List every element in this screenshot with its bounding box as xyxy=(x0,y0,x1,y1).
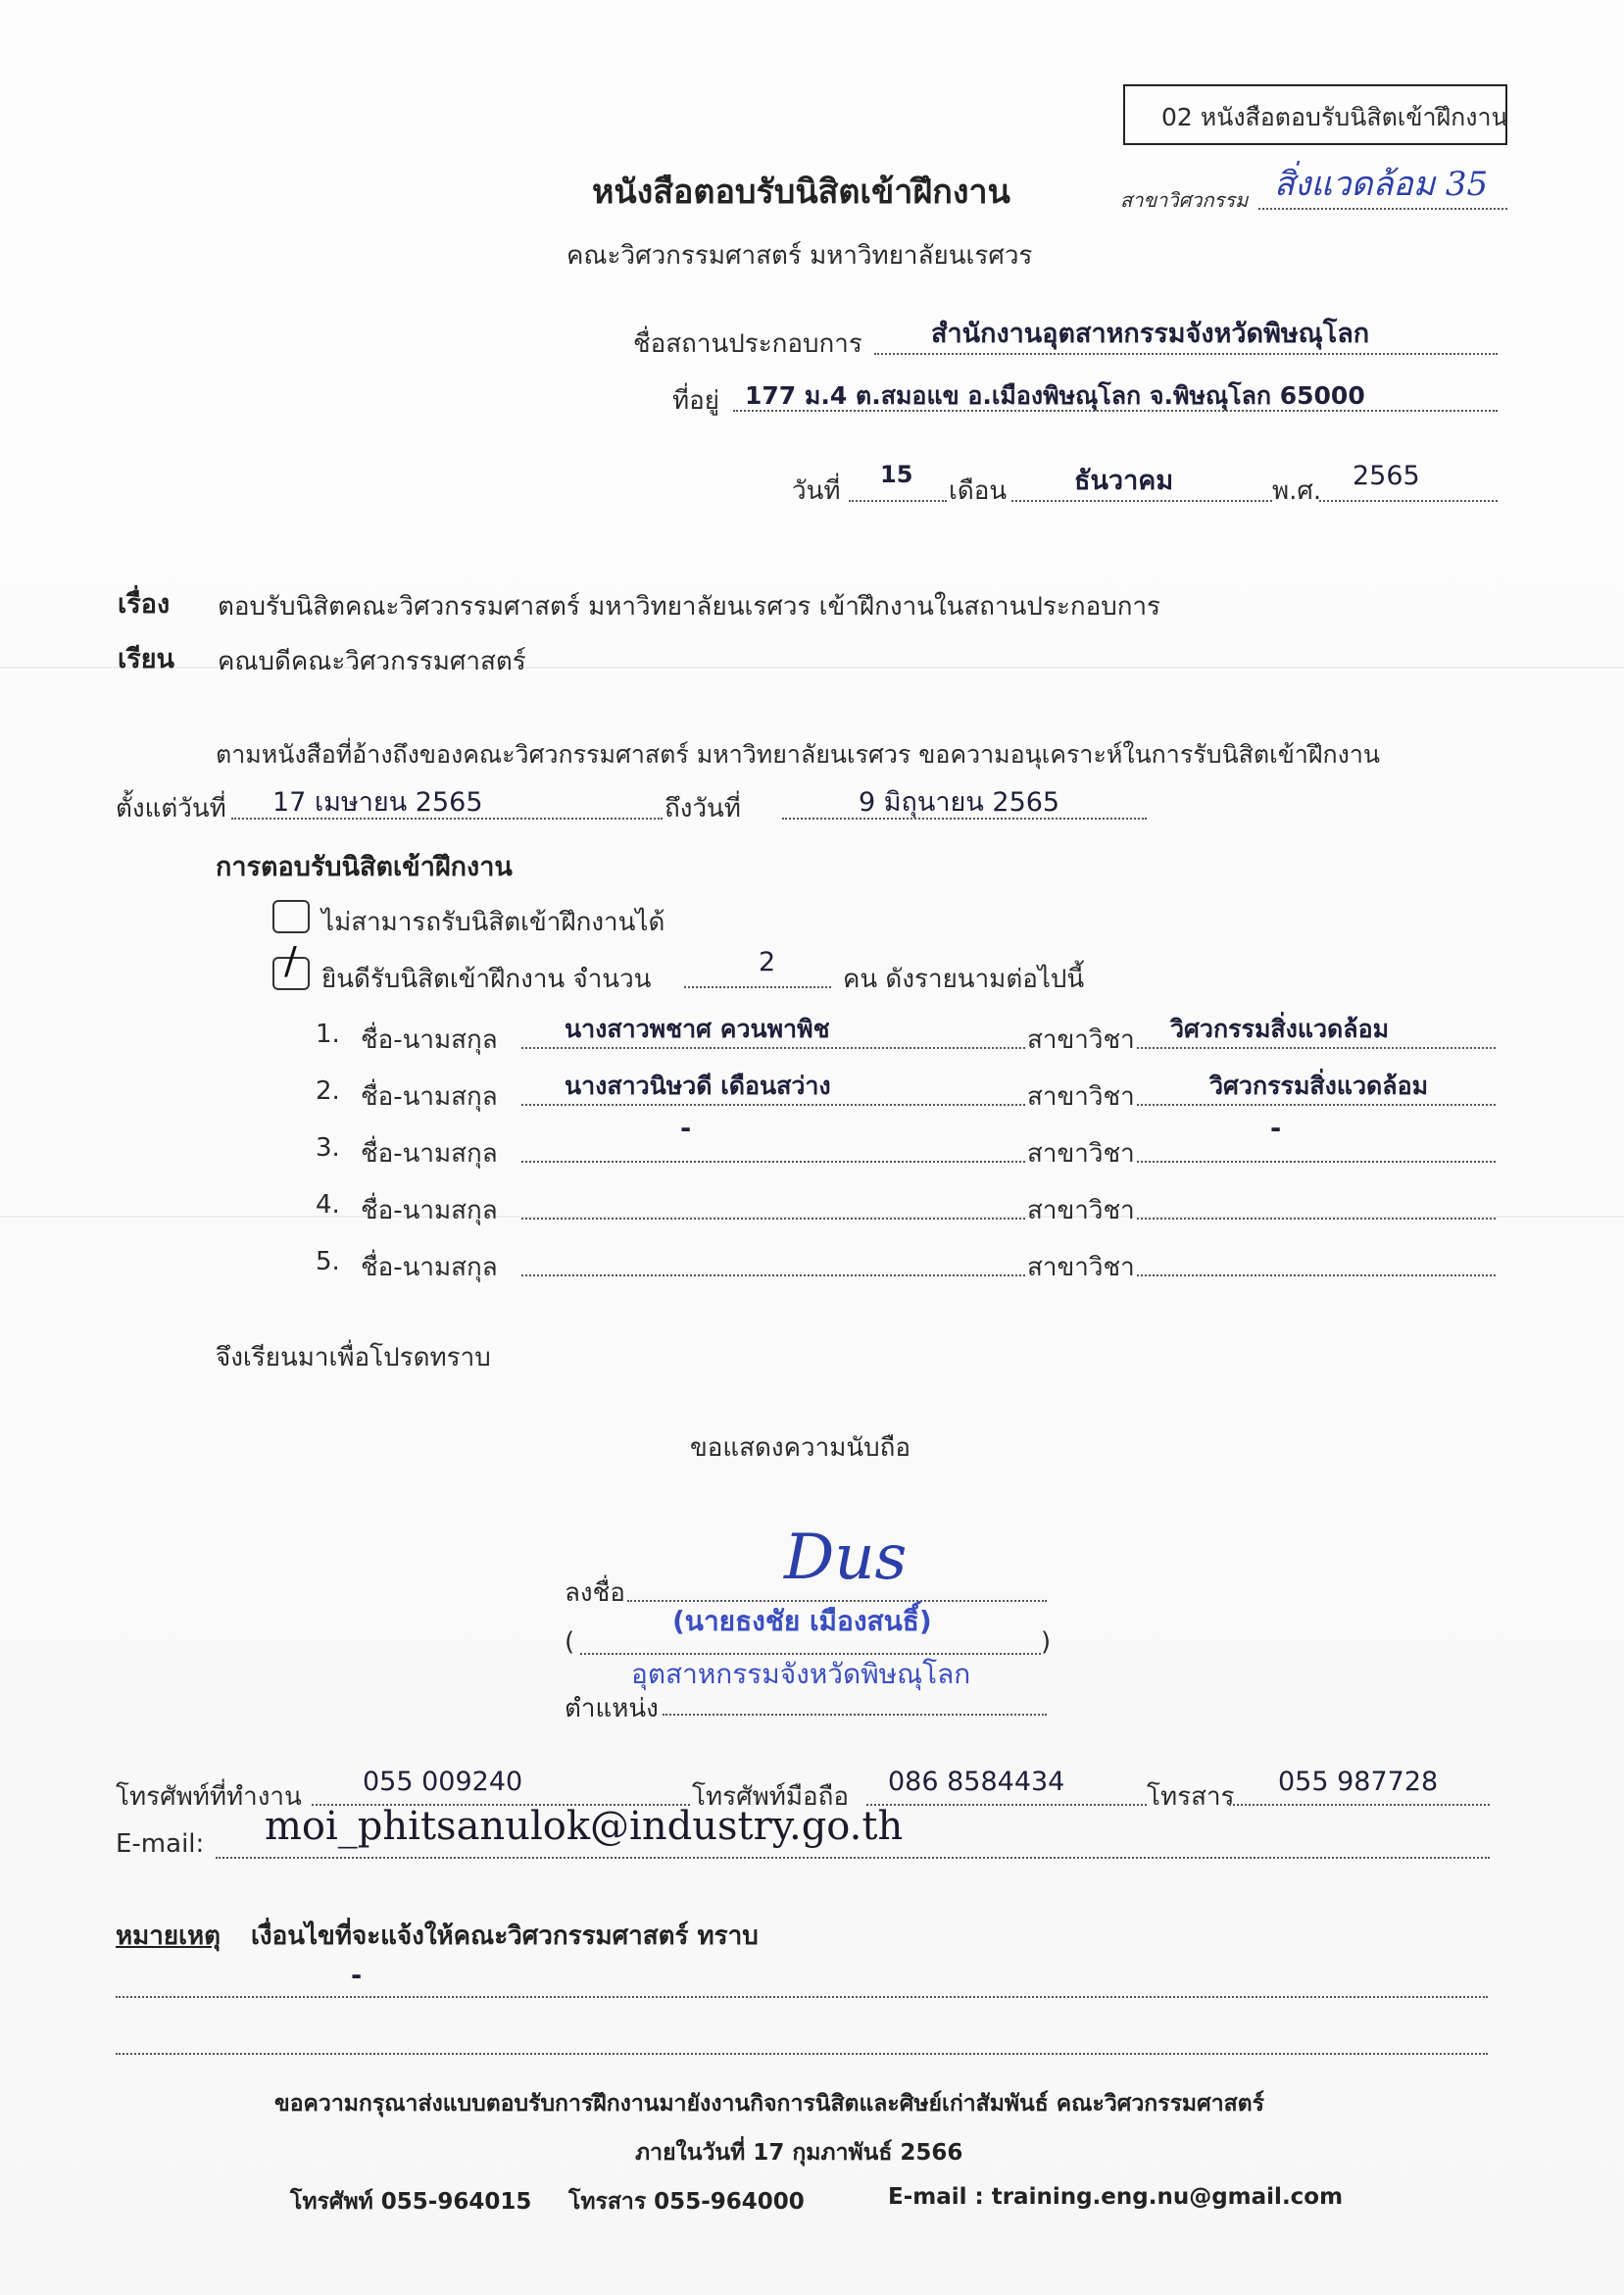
fax: 055 987728 xyxy=(1278,1767,1439,1797)
period-to-label: ถึงวันที่ xyxy=(664,794,741,823)
office-phone-label: โทรศัพท์ที่ทำงาน xyxy=(116,1782,302,1812)
mobile: 086 8584434 xyxy=(888,1767,1065,1797)
body-text: ตามหนังสือที่อ้างถึงของคณะวิศวกรรมศาสตร์ มหาวิทยาลัยนเรศวร ขอความอนุเคราะห์ในการรับนิสิตเข้าฝึกงาน xyxy=(216,740,1380,769)
accept-heading: การตอบรับนิสิตเข้าฝึกงาน xyxy=(216,852,513,882)
period-from: 17 เมษายน 2565 xyxy=(272,787,483,818)
fax-label: โทรสาร xyxy=(1147,1782,1235,1812)
accept-suffix: คน ดังรายนามต่อไปนี้ xyxy=(843,965,1085,994)
footer-phone: โทรศัพท์ 055-964015 xyxy=(290,2189,532,2215)
major-value: สิ่งแวดล้อม 35 xyxy=(1274,165,1489,204)
major-label: สาขาวิชา xyxy=(1027,1082,1135,1112)
accept-count: 2 xyxy=(759,947,776,977)
name-label: ชื่อ-นามสกุล xyxy=(361,1139,498,1169)
email-value: moi_phitsanulok@industry.go.th xyxy=(265,1804,904,1849)
form-code: 02 หนังสือตอบรับนิสิตเข้าฝึกงาน xyxy=(1161,103,1508,131)
row-number: 4. xyxy=(316,1190,340,1220)
major-label: สาขาวิชา xyxy=(1027,1253,1135,1282)
row-number: 5. xyxy=(316,1247,340,1276)
major-label: สาขาวิชา xyxy=(1027,1196,1135,1225)
student-major: - xyxy=(1270,1114,1282,1144)
footer-fax: โทรสาร 055-964000 xyxy=(568,2189,805,2215)
note-value: - xyxy=(351,1961,363,1991)
period-from-label: ตั้งแต่วันที่ xyxy=(116,794,226,823)
student-name: นางสาวนิษวดี เดือนสว่าง xyxy=(565,1072,831,1100)
name-label: ชื่อ-นามสกุล xyxy=(361,1253,498,1282)
footer-line1: ขอความกรุณาส่งแบบตอบรับการฝึกงานมายังงานกิจการนิสิตและศิษย์เก่าสัมพันธ์ คณะวิศวกรรมศาสตร์ xyxy=(274,2091,1264,2117)
subject-text: ตอบรับนิสิตคณะวิศวกรรมศาสตร์ มหาวิทยาลัยนเรศวร เข้าฝึกงานในสถานประกอบการ xyxy=(218,592,1161,622)
closing-text: จึงเรียนมาเพื่อโปรดทราบ xyxy=(216,1343,491,1372)
sign-label: ลงชื่อ xyxy=(565,1578,625,1608)
name-label: ชื่อ-นามสกุล xyxy=(361,1025,498,1055)
to-text: คณบดีคณะวิศวกรรมศาสตร์ xyxy=(218,647,526,676)
signer-org: อุตสาหกรรมจังหวัดพิษณุโลก xyxy=(631,1658,971,1690)
student-name: - xyxy=(680,1114,692,1144)
note-label: หมายเหตุ xyxy=(116,1921,221,1951)
student-name: นางสาวพชาศ ควนพาพิช xyxy=(565,1015,830,1043)
company-value: สำนักงานอุตสาหกรรมจังหวัดพิษณุโลก xyxy=(931,319,1370,349)
row-number: 1. xyxy=(316,1020,340,1049)
company-label: ชื่อสถานประกอบการ xyxy=(633,329,862,359)
student-major: วิศวกรรมสิ่งแวดล้อม xyxy=(1170,1015,1390,1043)
reject-checkbox[interactable] xyxy=(272,900,310,933)
accept-option-label: ยินดีรับนิสิตเข้าฝึกงาน จำนวน xyxy=(321,965,652,994)
major-label: สาขาวิชา xyxy=(1027,1139,1135,1169)
checkmark-icon: / xyxy=(284,939,297,982)
row-number: 2. xyxy=(316,1076,340,1106)
note-text: เงื่อนไขที่จะแจ้งให้คณะวิศวกรรมศาสตร์ ทราบ xyxy=(251,1921,759,1951)
major-label: สาขาวิศวกรรม xyxy=(1120,188,1249,212)
date-day-label: วันที่ xyxy=(792,476,841,506)
footer-email: E-mail : training.eng.nu@gmail.com xyxy=(888,2184,1344,2210)
subject-label: เรื่อง xyxy=(118,589,171,620)
address-value: 177 ม.4 ต.สมอแข อ.เมืองพิษณุโลก จ.พิษณุโลก 65000 xyxy=(745,381,1365,410)
faculty-heading: คณะวิศวกรรมศาสตร์ มหาวิทยาลัยนเรศวร xyxy=(566,241,1033,271)
page-title: หนังสือตอบรับนิสิตเข้าฝึกงาน xyxy=(592,173,1010,212)
office-phone: 055 009240 xyxy=(363,1767,523,1797)
date-day: 15 xyxy=(880,461,913,488)
address-label: ที่อยู่ xyxy=(672,386,719,416)
paren-close: ) xyxy=(1041,1627,1052,1657)
regards-text: ขอแสดงความนับถือ xyxy=(690,1433,910,1463)
email-label: E-mail: xyxy=(116,1829,205,1859)
name-label: ชื่อ-นามสกุล xyxy=(361,1196,498,1225)
paren-open: ( xyxy=(565,1627,575,1657)
position-label: ตำแหน่ง xyxy=(565,1694,659,1723)
student-major: วิศวกรรมสิ่งแวดล้อม xyxy=(1209,1072,1429,1100)
date-year-label: พ.ศ. xyxy=(1272,476,1322,506)
mobile-label: โทรศัพท์มือถือ xyxy=(692,1782,849,1812)
accept-checkbox[interactable] xyxy=(272,939,310,990)
to-label: เรียน xyxy=(118,644,175,674)
date-month-label: เดือน xyxy=(949,476,1008,506)
major-label: สาขาวิชา xyxy=(1027,1025,1135,1055)
date-month: ธันวาคม xyxy=(1074,466,1174,496)
date-year: 2565 xyxy=(1353,461,1420,491)
signer-name: (นายธงชัย เมืองสนธิ์) xyxy=(672,1605,932,1637)
period-to: 9 มิถุนายน 2565 xyxy=(859,787,1060,818)
row-number: 3. xyxy=(316,1133,340,1163)
name-label: ชื่อ-นามสกุล xyxy=(361,1082,498,1112)
footer-line2: ภายในวันที่ 17 กุมภาพันธ์ 2566 xyxy=(635,2140,963,2166)
reject-option-label: ไม่สามารถรับนิสิตเข้าฝึกงานได้ xyxy=(321,908,665,937)
signature-image: Dus xyxy=(784,1522,908,1594)
